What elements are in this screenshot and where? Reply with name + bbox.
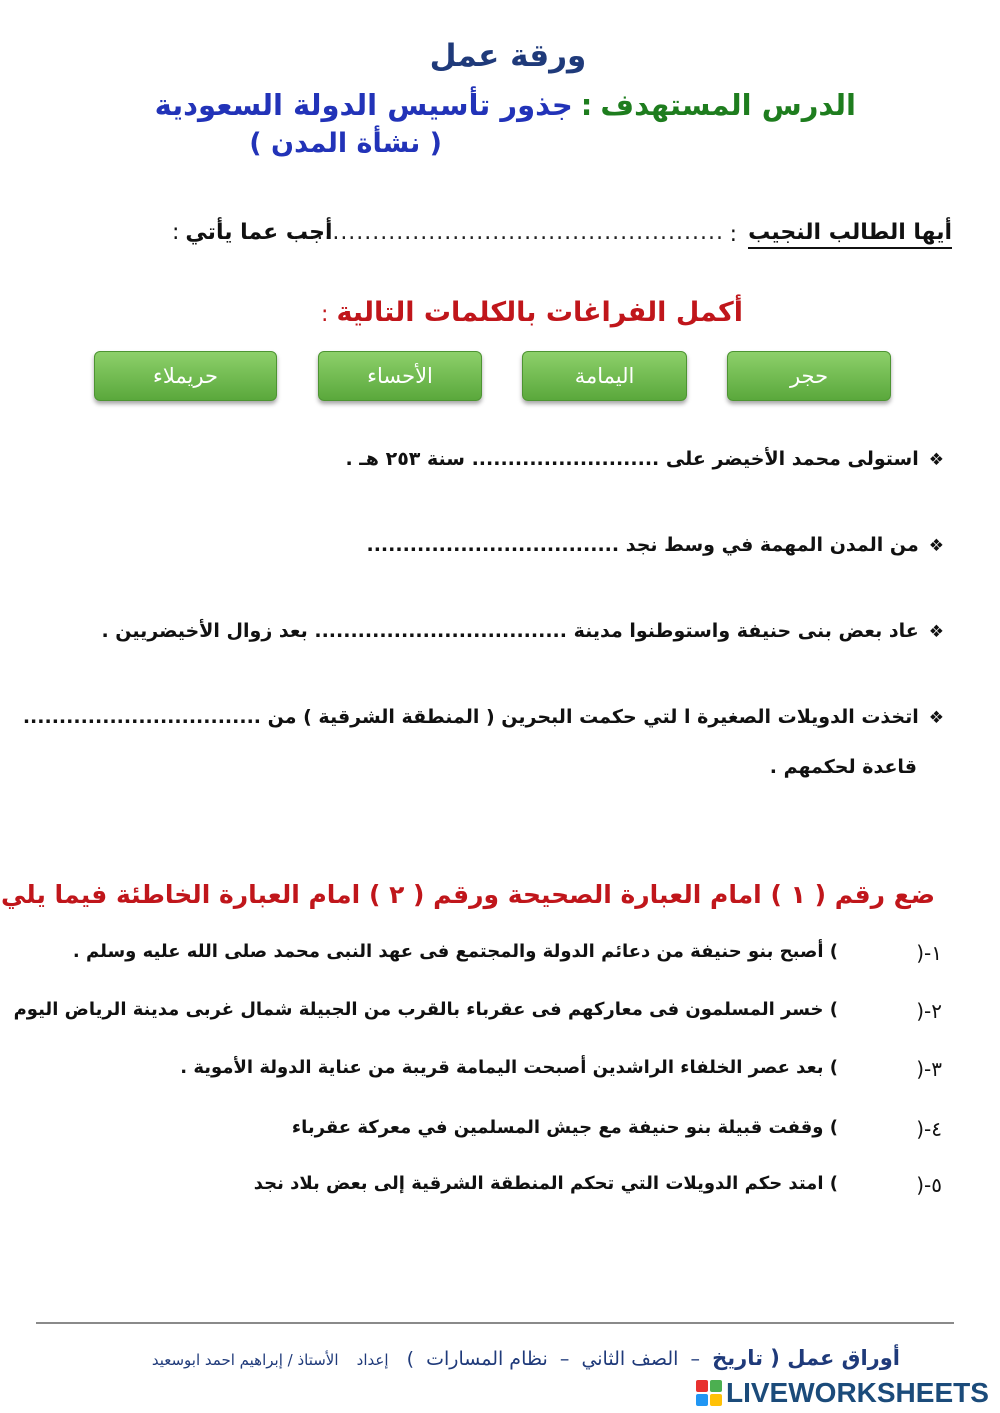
bullet-icon: ❖ bbox=[928, 708, 944, 728]
footer-divider bbox=[36, 1322, 954, 1324]
logo-grid-icon bbox=[696, 1380, 722, 1406]
tf-answer-box[interactable]: ٥-( bbox=[916, 1173, 942, 1197]
fill-item-text: استولى محمد الأخيضر على bbox=[665, 448, 919, 470]
tf-answer-box[interactable]: ٣-( bbox=[916, 1057, 942, 1081]
fill-item-2 bbox=[366, 534, 944, 556]
bullet-icon: ❖ bbox=[928, 622, 944, 642]
bullet-icon: ❖ bbox=[928, 536, 944, 556]
lesson-name: جذور تأسيس الدولة السعودية bbox=[154, 88, 573, 122]
footer-author: الأستاذ / إبراهيم احمد ابوسعيد bbox=[151, 1351, 339, 1369]
fill-blank[interactable]: ................................... bbox=[314, 620, 567, 642]
worksheet-title: ورقة عمل bbox=[429, 38, 587, 74]
fill-item-text: سنة ٢٥٣ هـ . bbox=[345, 448, 465, 470]
word-button-huraymila[interactable]: حريملاء bbox=[94, 351, 277, 401]
student-name-blank[interactable]: ...................................................... bbox=[292, 220, 724, 245]
tf-answer-box[interactable]: ٤-( bbox=[916, 1117, 942, 1141]
fill-blank[interactable]: .......................... bbox=[471, 448, 660, 470]
true-false-title bbox=[0, 880, 935, 909]
answer-label-text: أجب عما يأتي bbox=[185, 220, 333, 245]
fill-title-text: أكمل الفراغات بالكلمات التالية bbox=[336, 297, 743, 328]
footer-text bbox=[152, 1346, 900, 1370]
tf-statement: ) بعد عصر الخلفاء الراشدين أصبحت اليمامة قريبة من عناية الدولة الأموية . bbox=[180, 1057, 838, 1078]
tf-row-4 bbox=[42, 1117, 942, 1151]
tf-row-5 bbox=[42, 1173, 942, 1207]
bullet-icon: ❖ bbox=[928, 450, 944, 470]
footer-prep: إعداد bbox=[356, 1351, 389, 1369]
footer-part3: نظام المسارات bbox=[426, 1348, 548, 1370]
fill-item-text: بعد زوال الأخيضريين . bbox=[101, 620, 308, 642]
tf-row-2 bbox=[13, 999, 942, 1033]
word-button-hajr[interactable]: حجر bbox=[727, 351, 891, 401]
lesson-label: الدرس المستهدف bbox=[600, 88, 856, 122]
fill-blank[interactable]: ................................. bbox=[22, 706, 262, 728]
fill-section-title bbox=[0, 297, 1000, 328]
student-line bbox=[160, 220, 952, 260]
fill-item-4-line2: قاعدة لحكمهم . bbox=[769, 756, 917, 778]
lesson-line bbox=[155, 88, 856, 122]
answer-colon: : bbox=[172, 220, 180, 245]
logo-text: LIVEWORKSHEETS bbox=[726, 1377, 989, 1408]
tf-statement: ) وقفت قبيلة بنو حنيفة مع جيش المسلمين في معركة عقرباء bbox=[291, 1117, 838, 1138]
tf-statement: ) خسر المسلمون فى معاركهم فى عقرباء بالقرب من الجبيلة شمال غربى مدينة الرياض اليوم bbox=[13, 999, 838, 1020]
word-button-ahsa[interactable]: الأحساء bbox=[318, 351, 482, 401]
tf-answer-box[interactable]: ١-( bbox=[916, 941, 942, 965]
fill-item-text: اتخذت الدويلات الصغيرة ا لتي حكمت البحرين ( المنطقة الشرقية ) من bbox=[267, 706, 919, 728]
tf-answer-box[interactable]: ٢-( bbox=[916, 999, 942, 1023]
tf-row-3 bbox=[42, 1057, 942, 1091]
footer-part2: الصف الثاني bbox=[581, 1348, 679, 1370]
fill-item-4 bbox=[23, 706, 944, 728]
tf-row-1 bbox=[42, 941, 942, 975]
student-colon: : bbox=[729, 222, 737, 247]
fill-item-text: عاد بعض بنى حنيفة واستوطنوا مدينة bbox=[573, 620, 919, 642]
footer-paren: ) bbox=[406, 1348, 415, 1370]
fill-blank[interactable]: ................................... bbox=[366, 534, 620, 556]
answer-label bbox=[172, 220, 333, 245]
footer-part1: أوراق عمل ( تاريخ bbox=[712, 1346, 900, 1370]
fill-item-text: من المدن المهمة في وسط نجد bbox=[625, 534, 919, 556]
lesson-colon: : bbox=[580, 88, 593, 122]
fill-item-3 bbox=[101, 620, 944, 642]
true-false-title-text: ضع رقم ( ١ ) امام العبارة الصحيحة ورقم ( ٢ ) امام العبارة الخاطئة فيما يلي bbox=[0, 880, 935, 909]
fill-item-1 bbox=[345, 448, 944, 470]
tf-statement: ) أصبح بنو حنيفة من دعائم الدولة والمجتمع فى عهد النبى محمد صلى الله عليه وسلم . bbox=[72, 941, 838, 962]
lesson-subtitle: ( نشأة المدن ) bbox=[249, 128, 442, 159]
word-button-yamama[interactable]: اليمامة bbox=[522, 351, 687, 401]
student-label: أيها الطالب النجيب bbox=[748, 220, 952, 249]
footer-dash2: – bbox=[559, 1348, 570, 1370]
footer-dash1: – bbox=[690, 1348, 700, 1370]
liveworksheets-logo[interactable] bbox=[696, 1378, 989, 1408]
fill-title-colon: : bbox=[321, 302, 329, 327]
tf-statement: ) امتد حكم الدويلات التي تحكم المنطقة الشرقية إلى بعض بلاد نجد bbox=[253, 1173, 838, 1194]
